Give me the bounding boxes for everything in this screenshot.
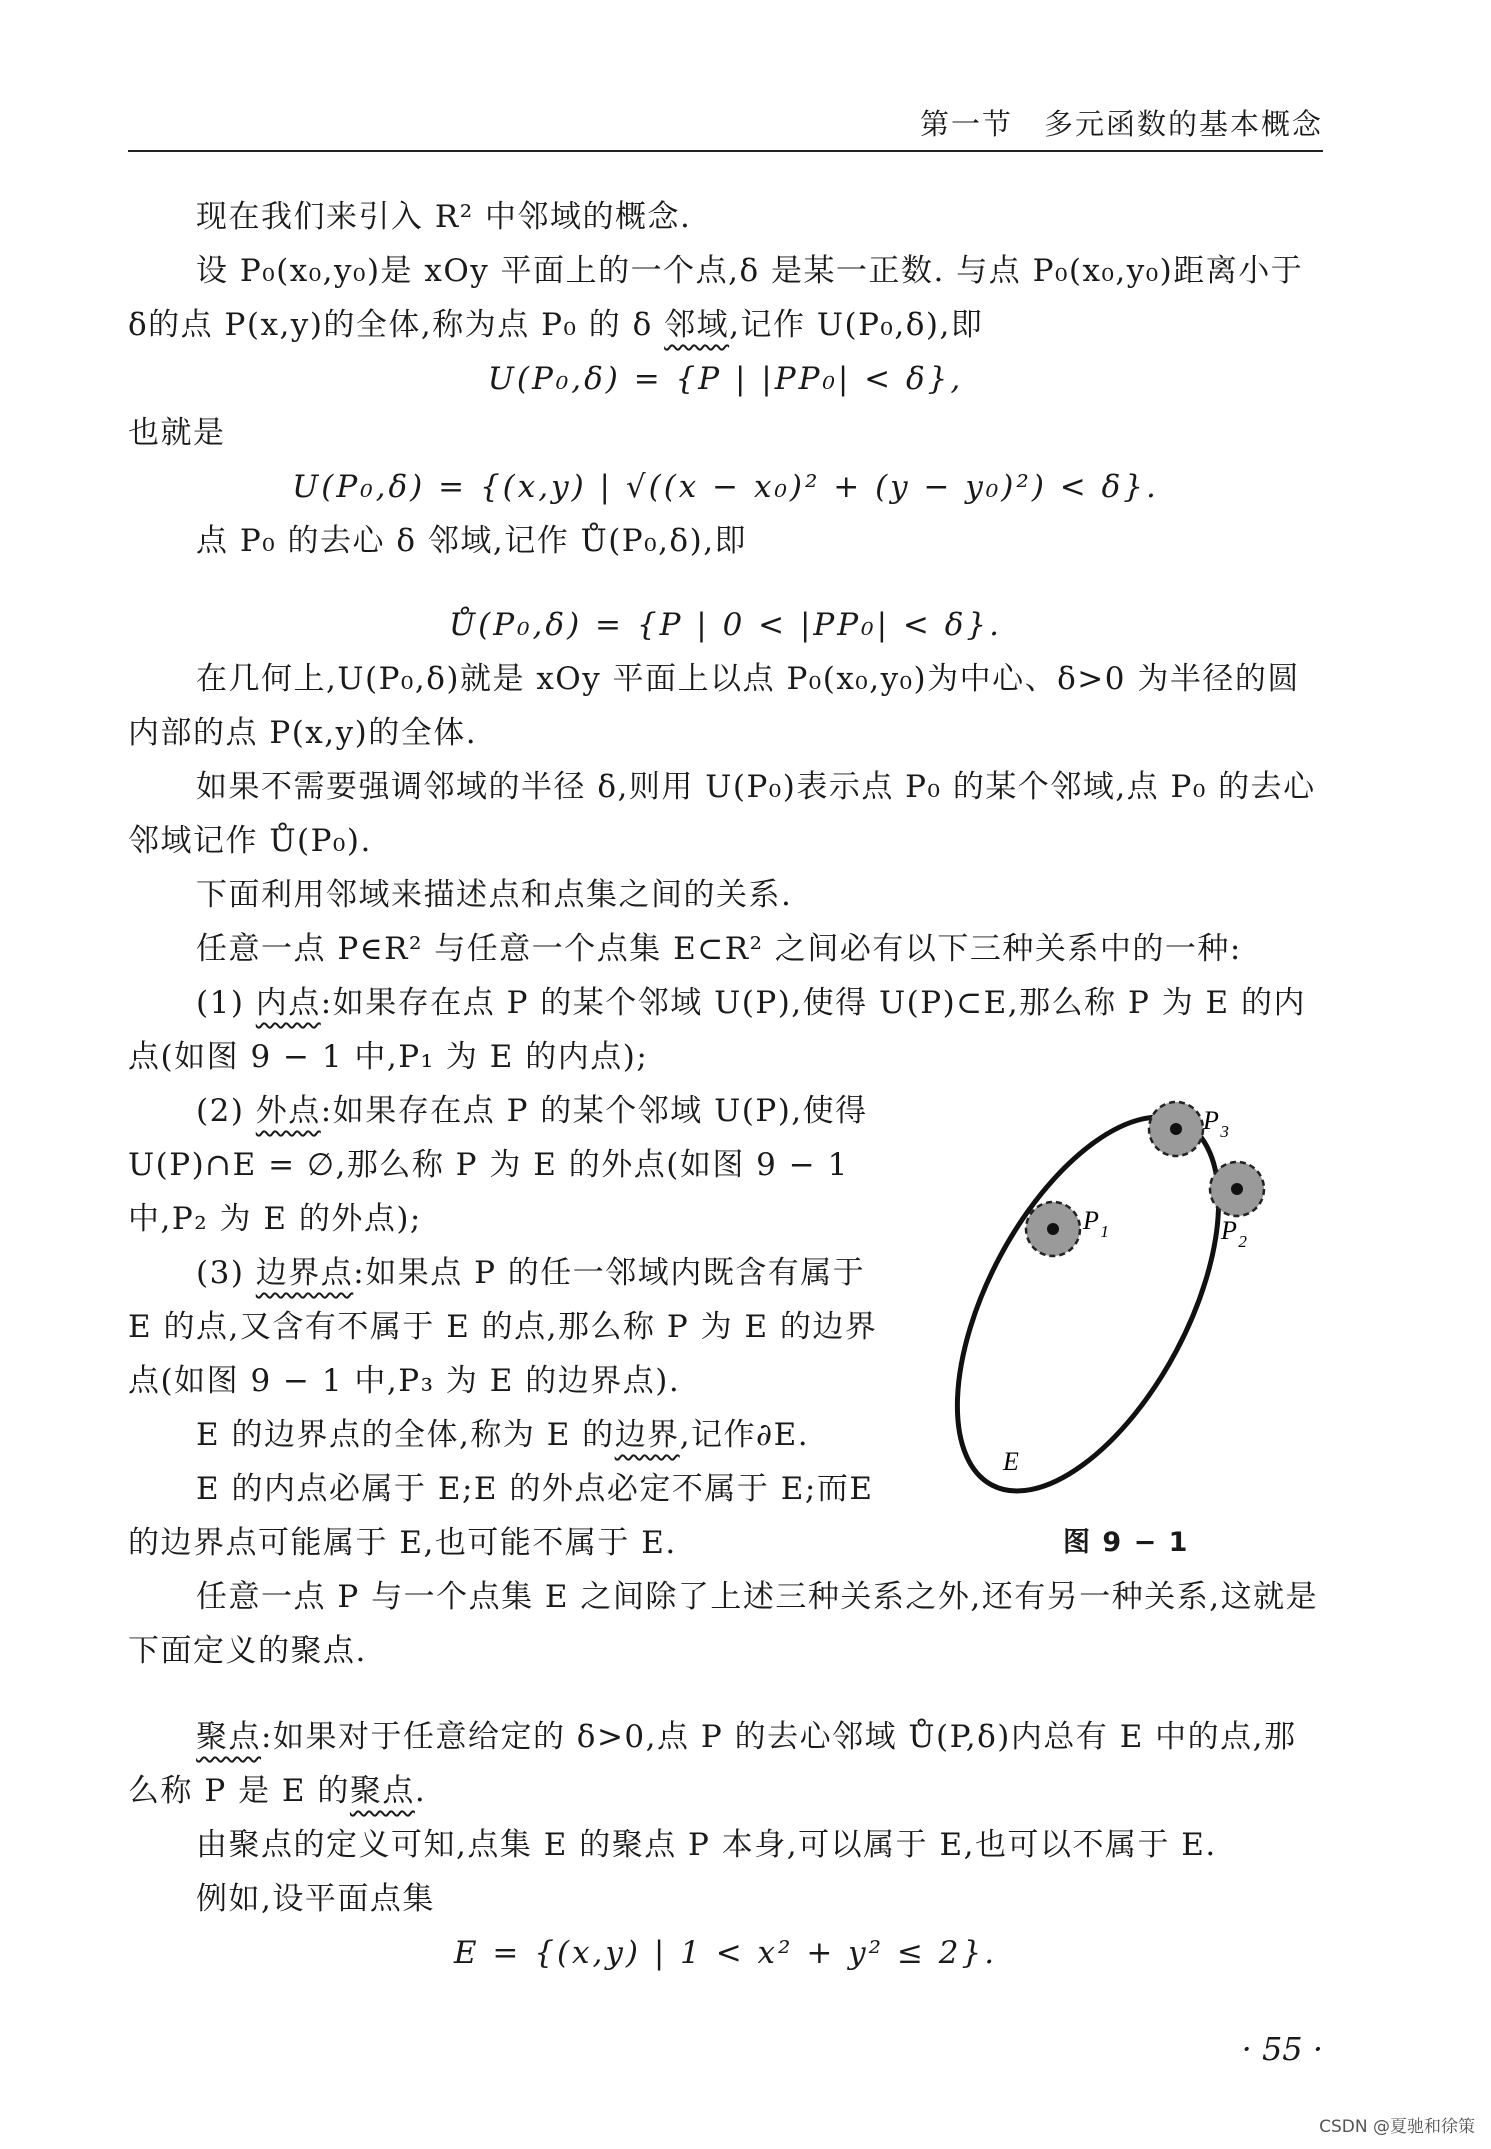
wrapped-text [128,1084,888,1570]
paragraph-membership: E 的内点必属于 E;E 的外点必定不属于 E;而E 的边界点可能属于 E,也可能不属于 E. [128,1471,874,1561]
label-p3: $P_3$ [1203,1106,1231,1141]
equation-3: Ů(P₀,δ) = {P | 0 < |PP₀| < δ}. [449,607,1002,643]
figure-caption: 图 9 − 1 [1063,1527,1189,1558]
point-p3 [1170,1123,1182,1135]
equation-1: U(P₀,δ) = {P | |PP₀| < δ}, [487,361,964,397]
label-p2: $P_2$ [1221,1216,1249,1251]
item-number: (2) [196,1093,256,1129]
term-neighborhood: 邻域 [664,307,730,343]
paragraph-three-relations: 任意一点 P∈R² 与任意一个点集 E⊂R² 之间必有以下三种关系中的一种: [196,931,1242,967]
paragraph-that-is: 也就是 [128,415,226,451]
term-boundary-point: 边界点 [255,1255,354,1291]
paragraph-punctured: 点 P₀ 的去心 δ 邻域,记作 Ů(P₀,δ),即 [196,523,748,559]
text: :如果对于任意给定的 δ>0,点 P 的去心邻域 Ů(P,δ)内总有 E 中的点,那么称 P 是 E 的 [128,1719,1297,1809]
spacer [128,1678,1323,1710]
definition-accumulation-point [128,1710,1323,1818]
item-boundary-point [128,1246,888,1408]
paragraph-radius: 如果不需要强调邻域的半径 δ,则用 U(P₀)表示点 P₀ 的某个邻域,点 P₀ 的去心邻域记作 Ů(P₀). [128,769,1316,859]
item-exterior-point [128,1084,888,1246]
paragraph-boundary [128,1408,888,1462]
item-number: (1) [196,985,256,1021]
paragraph-intro: 现在我们来引入 R² 中邻域的概念. [196,199,692,235]
paragraph-geometry: 在几何上,U(P₀,δ)就是 xOy 平面上以点 P₀(x₀,y₀)为中心、δ>0 为半径的圆内部的点 P(x,y)的全体. [128,661,1300,751]
point-p1 [1047,1223,1059,1235]
text: . [414,1773,427,1809]
equation-4: E = {(x,y) | 1 < x² + y² ≤ 2}. [453,1935,998,1971]
term-exterior: 外点 [255,1093,321,1129]
term-interior: 内点 [255,985,321,1021]
term-accumulation: 聚点 [196,1719,261,1755]
label-E: E [1003,1447,1021,1476]
label-p1: $P_1$ [1083,1206,1111,1241]
equation-2: U(P₀,δ) = {(x,y) | √((x − x₀)² + (y − y₀)²) < δ}. [292,469,1159,505]
paragraph-relation-intro: 下面利用邻域来描述点和点集之间的关系. [196,877,793,913]
figure-9-1 [903,1084,1323,1564]
page-header [128,96,1323,152]
page-body [128,190,1323,1980]
text: 设 P₀(x₀,y₀)是 xOy 平面上的一个点,δ 是某一正数. 与点 P₀(x₀,y₀)距离小于δ的点 P(x,y)的全体,称为点 P₀ 的 δ [128,253,1304,343]
figure-diagram [903,1084,1323,1524]
text: E 的边界点的全体,称为 E 的 [196,1417,615,1453]
section-title: 第一节 多元函数的基本概念 [919,107,1323,141]
paragraph-accumulation-note: 由聚点的定义可知,点集 E 的聚点 P 本身,可以属于 E,也可以不属于 E. [196,1827,1217,1863]
set-E-ellipse [903,1084,1272,1524]
page-number: · 55 · [1241,2030,1323,2068]
term-boundary: 边界 [614,1417,680,1453]
point-p2 [1231,1183,1243,1195]
figure-wrap-block [128,1084,1323,1570]
item-interior-point [128,976,1323,1084]
paragraph-neighborhood-def [128,244,1323,352]
item-text: :如果点 P 的任一邻域内既含有属于E 的点,又含有不属于 E 的点,那么称 P 为 E 的边界点(如图 9 − 1 中,P₃ 为 E 的边界点). [128,1255,878,1399]
item-number: (3) [196,1255,256,1291]
text: ,记作 U(P₀,δ),即 [729,307,984,343]
paragraph-example: 例如,设平面点集 [196,1881,435,1917]
paragraph-another-relation: 任意一点 P 与一个点集 E 之间除了上述三种关系之外,还有另一种关系,这就是下面定义的聚点. [128,1579,1319,1669]
item-text: :如果存在点 P 的某个邻域 U(P),使得 U(P)∩E = ∅,那么称 P 为 E 的外点(如图 9 − 1 中,P₂ 为 E 的外点); [128,1093,868,1237]
term-accumulation-2: 聚点 [349,1773,415,1809]
item-text: :如果存在点 P 的某个邻域 U(P),使得 U(P)⊂E,那么称 P 为 E 的内点(如图 9 − 1 中,P₁ 为 E 的内点); [128,985,1307,1075]
text: ,记作∂E. [679,1417,810,1453]
watermark: CSDN @夏驰和徐策 [1319,2117,1475,2137]
